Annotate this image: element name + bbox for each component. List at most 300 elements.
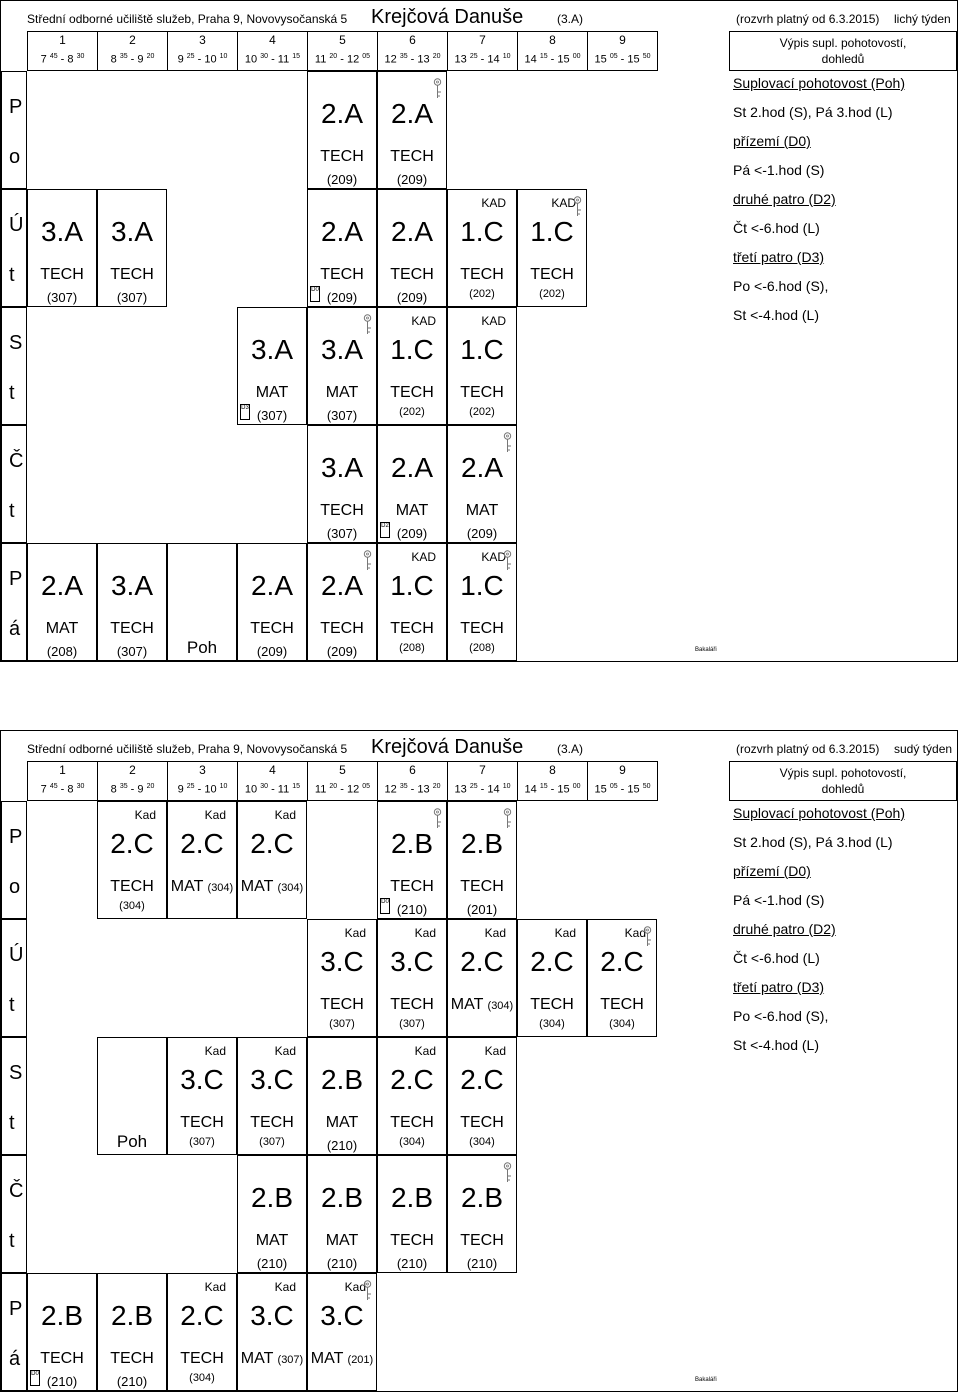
room-number: (307) (326, 526, 358, 541)
day-letter: P (9, 826, 23, 848)
lesson-cell[interactable] (377, 1037, 447, 1155)
subject: TECH (307) (320, 996, 364, 1030)
note-line: Po <-6.hod (S), (733, 278, 829, 294)
group-name: 3.C (250, 1300, 294, 1331)
period-time: 10 $^{30}$ - 11 $^{15}$ (244, 53, 301, 66)
poh-label: Poh (116, 1132, 148, 1151)
group-name: 1.C (460, 334, 504, 365)
sheet-header (1, 731, 957, 761)
room-number: (209) (396, 172, 428, 187)
day-letter: á (9, 618, 21, 640)
lesson-cell[interactable] (237, 801, 307, 919)
sheet-header (1, 1, 957, 31)
period-number: 4 (269, 763, 276, 777)
subject: MAT (304) (170, 878, 234, 895)
subject: TECH (202) (530, 266, 574, 300)
vypis-header: Výpis supl. pohotovostí, dohledů (729, 761, 957, 801)
timetable-sheet-odd (0, 0, 958, 662)
classroom-tag: Kad (414, 1044, 436, 1058)
classroom-tag: KAD (411, 314, 436, 328)
day-letter: Ú (9, 214, 24, 236)
subject: TECH (320, 266, 364, 283)
key-icon (502, 808, 513, 830)
room-number: (209) (326, 644, 358, 659)
period-time: 11 $^{20}$ - 12 $^{05}$ (314, 783, 371, 796)
floor-tag: D0 (380, 898, 390, 914)
group-name: 3.C (320, 946, 364, 977)
period-time: 12 $^{35}$ - 13 $^{20}$ (384, 53, 441, 66)
period-number: 1 (59, 33, 66, 47)
subject: TECH (304) (110, 878, 154, 912)
header-class: (3.A) (557, 742, 584, 756)
header-teacher: Krejčová Danuše (371, 6, 524, 28)
period-number: 6 (409, 33, 416, 47)
lesson-cell[interactable] (377, 425, 447, 543)
group-name: 2.A (390, 452, 434, 483)
day-letter: á (9, 1348, 21, 1370)
group-name: 3.A (320, 452, 364, 483)
group-name: 2.A (40, 570, 84, 601)
bakalari-label: Bakaláři (695, 647, 717, 653)
day-letter: P (9, 568, 23, 590)
note-line: Čt <-6.hod (L) (733, 220, 820, 236)
period-time: 10 $^{30}$ - 11 $^{15}$ (244, 783, 301, 796)
classroom-tag: Kad (274, 808, 296, 822)
lesson-cell[interactable] (237, 1273, 307, 1391)
group-name: 3.C (320, 1300, 364, 1331)
group-name: 2.B (250, 1182, 294, 1213)
period-time: 7 $^{45}$ - 8 $^{30}$ (40, 53, 85, 66)
note-line: přízemí (D0) (733, 133, 811, 149)
day-letter: P (9, 96, 23, 118)
period-header-7 (447, 31, 518, 71)
lesson-cell[interactable] (307, 543, 377, 661)
floor-tag: D2 (380, 522, 390, 538)
day-letter: Č (9, 450, 24, 472)
lesson-cell[interactable] (447, 1155, 517, 1273)
lesson-cell[interactable] (307, 1155, 377, 1273)
lesson-cell[interactable] (377, 71, 447, 189)
lesson-cell[interactable] (237, 1037, 307, 1155)
day-label-2 (1, 307, 27, 425)
group-name: 2.C (180, 828, 224, 859)
subject: MAT (325, 384, 359, 401)
group-name: 2.C (460, 946, 504, 977)
room-number: (210) (326, 1256, 358, 1271)
lesson-cell[interactable] (447, 919, 517, 1037)
group-name: 2.B (110, 1300, 154, 1331)
period-time: 8 $^{35}$ - 9 $^{20}$ (110, 783, 155, 796)
classroom-tag: Kad (134, 808, 156, 822)
classroom-tag: Kad (204, 808, 226, 822)
key-icon (362, 1280, 373, 1302)
period-number: 9 (619, 763, 626, 777)
subject: MAT (307) (240, 1350, 304, 1367)
lesson-cell[interactable] (307, 71, 377, 189)
subject: TECH (110, 1350, 154, 1367)
subject: TECH (390, 266, 434, 283)
subject: MAT (255, 384, 289, 401)
period-header-3 (167, 761, 238, 801)
note-line: St 2.hod (S), Pá 3.hod (L) (733, 104, 893, 120)
subject: TECH (307) (180, 1114, 224, 1148)
group-name: 3.A (40, 216, 84, 247)
note-line: druhé patro (D2) (733, 191, 836, 207)
group-name: 3.C (390, 946, 434, 977)
period-number: 7 (479, 763, 486, 777)
subject: TECH (40, 1350, 84, 1367)
subject: TECH (307) (390, 996, 434, 1030)
period-number: 3 (199, 33, 206, 47)
group-name: 2.C (250, 828, 294, 859)
group-name: 2.A (460, 452, 504, 483)
classroom-tag: KAD (481, 314, 506, 328)
subject: TECH (460, 1232, 504, 1249)
lesson-cell[interactable] (377, 543, 447, 661)
subject: MAT (45, 620, 79, 637)
lesson-cell[interactable] (237, 543, 307, 661)
key-icon (502, 1162, 513, 1184)
subject: TECH (202) (390, 384, 434, 418)
group-name: 2.C (390, 1064, 434, 1095)
note-line: St 2.hod (S), Pá 3.hod (L) (733, 834, 893, 850)
day-letter: o (9, 146, 21, 168)
subject: TECH (460, 878, 504, 895)
subject: MAT (395, 502, 429, 519)
lesson-cell[interactable] (447, 801, 517, 919)
day-letter: t (9, 264, 15, 286)
period-time: 8 $^{35}$ - 9 $^{20}$ (110, 53, 155, 66)
lesson-cell[interactable] (307, 919, 377, 1037)
period-header-1 (27, 31, 98, 71)
day-label-4 (1, 1273, 27, 1391)
group-name: 2.C (180, 1300, 224, 1331)
period-header-6 (377, 761, 448, 801)
day-letter: t (9, 1112, 15, 1134)
period-number: 2 (129, 33, 136, 47)
classroom-tag: Kad (274, 1044, 296, 1058)
poh-label: Poh (186, 638, 218, 657)
period-header-4 (237, 761, 308, 801)
subject: TECH (390, 148, 434, 165)
room-number: (209) (396, 526, 428, 541)
period-time: 14 $^{15}$ - 15 $^{00}$ (524, 783, 581, 796)
period-header-2 (97, 31, 168, 71)
group-name: 3.A (110, 570, 154, 601)
subject: TECH (307) (250, 1114, 294, 1148)
lesson-cell[interactable] (97, 543, 167, 661)
subject: TECH (202) (460, 266, 504, 300)
room-number: (210) (116, 1374, 148, 1389)
room-number: (209) (466, 526, 498, 541)
room-number: (307) (46, 290, 78, 305)
period-time: 15 $^{05}$ - 15 $^{50}$ (594, 53, 651, 66)
subject: TECH (320, 502, 364, 519)
day-label-1 (1, 919, 27, 1037)
classroom-tag: KAD (481, 196, 506, 210)
lesson-cell[interactable] (447, 189, 517, 307)
period-header-8 (517, 31, 588, 71)
room-number: (208) (46, 644, 78, 659)
lesson-cell[interactable] (447, 543, 517, 661)
key-icon (642, 926, 653, 948)
vypis-header: Výpis supl. pohotovostí, dohledů (729, 31, 957, 71)
subject: TECH (40, 266, 84, 283)
day-label-3 (1, 425, 27, 543)
header-valid: (rozvrh platný od 6.3.2015) (736, 742, 880, 756)
room-number: (209) (326, 290, 358, 305)
header-teacher: Krejčová Danuše (371, 736, 524, 758)
group-name: 2.A (250, 570, 294, 601)
subject: TECH (208) (390, 620, 434, 654)
room-number: (210) (256, 1256, 288, 1271)
group-name: 2.B (320, 1064, 364, 1095)
group-name: 3.A (320, 334, 364, 365)
note-line: Po <-6.hod (S), (733, 1008, 829, 1024)
group-name: 2.B (390, 828, 434, 859)
period-number: 9 (619, 33, 626, 47)
lesson-cell[interactable] (377, 189, 447, 307)
period-header-1 (27, 761, 98, 801)
subject: MAT (465, 502, 499, 519)
lesson-cell[interactable] (517, 919, 587, 1037)
period-number: 5 (339, 33, 346, 47)
note-line: St <-4.hod (L) (733, 1037, 819, 1053)
floor-tag: D0 (30, 1370, 40, 1386)
lesson-cell[interactable] (587, 919, 657, 1037)
lesson-cell[interactable] (237, 307, 307, 425)
period-number: 4 (269, 33, 276, 47)
classroom-tag: Kad (344, 1280, 366, 1294)
note-line: přízemí (D0) (733, 863, 811, 879)
period-time: 15 $^{05}$ - 15 $^{50}$ (594, 783, 651, 796)
floor-tag: D0 (310, 286, 320, 302)
lesson-cell[interactable] (307, 189, 377, 307)
group-name: 1.C (390, 570, 434, 601)
period-time: 13 $^{25}$ - 14 $^{10}$ (454, 783, 511, 796)
period-number: 8 (549, 763, 556, 777)
period-time: 12 $^{35}$ - 13 $^{20}$ (384, 783, 441, 796)
day-letter: S (9, 1062, 23, 1084)
lesson-cell[interactable] (377, 919, 447, 1037)
period-header-3 (167, 31, 238, 71)
note-line: Pá <-1.hod (S) (733, 892, 825, 908)
lesson-cell[interactable] (27, 543, 97, 661)
day-label-3 (1, 1155, 27, 1273)
classroom-tag: KAD (551, 196, 576, 210)
subject: TECH (390, 878, 434, 895)
lesson-cell[interactable] (377, 1155, 447, 1273)
period-header-7 (447, 761, 518, 801)
day-letter: Ú (9, 944, 24, 966)
subject: TECH (202) (460, 384, 504, 418)
day-label-2 (1, 1037, 27, 1155)
group-name: 1.C (530, 216, 574, 247)
group-name: 2.C (460, 1064, 504, 1095)
lesson-cell[interactable] (97, 189, 167, 307)
lesson-cell[interactable] (97, 1273, 167, 1391)
subject: MAT (255, 1232, 289, 1249)
period-number: 7 (479, 33, 486, 47)
header-valid: (rozvrh platný od 6.3.2015) (736, 12, 880, 26)
classroom-tag: Kad (204, 1044, 226, 1058)
day-letter: t (9, 994, 15, 1016)
period-header-9 (587, 761, 658, 801)
classroom-tag: KAD (481, 550, 506, 564)
room-number: (210) (396, 902, 428, 917)
group-name: 2.A (390, 216, 434, 247)
period-time: 9 $^{25}$ - 10 $^{10}$ (177, 53, 228, 66)
lesson-cell[interactable] (307, 425, 377, 543)
subject: TECH (250, 620, 294, 637)
subject: TECH (304) (600, 996, 644, 1030)
lesson-cell[interactable] (307, 307, 377, 425)
group-name: 2.C (600, 946, 644, 977)
group-name: 2.A (390, 98, 434, 129)
note-line: St <-4.hod (L) (733, 307, 819, 323)
subject: MAT (304) (450, 996, 514, 1013)
group-name: 2.B (320, 1182, 364, 1213)
room-number: (201) (466, 902, 498, 917)
note-line: Pá <-1.hod (S) (733, 162, 825, 178)
header-school: Střední odborné učiliště služeb, Praha 9, Novovysočanská 5 (27, 742, 348, 756)
day-letter: t (9, 500, 15, 522)
lesson-cell[interactable] (97, 801, 167, 919)
classroom-tag: Kad (484, 1044, 506, 1058)
period-header-6 (377, 31, 448, 71)
group-name: 2.A (320, 98, 364, 129)
group-name: 1.C (390, 334, 434, 365)
header-school: Střední odborné učiliště služeb, Praha 9, Novovysočanská 5 (27, 12, 348, 26)
period-number: 5 (339, 763, 346, 777)
room-number: (210) (46, 1374, 78, 1389)
key-icon (502, 550, 513, 572)
day-label-4 (1, 543, 27, 661)
lesson-cell[interactable] (237, 1155, 307, 1273)
subject: MAT (304) (240, 878, 304, 895)
lesson-cell[interactable] (377, 801, 447, 919)
day-letter: o (9, 876, 21, 898)
classroom-tag: KAD (411, 550, 436, 564)
classroom-tag: Kad (204, 1280, 226, 1294)
period-time: 13 $^{25}$ - 14 $^{10}$ (454, 53, 511, 66)
lesson-cell[interactable] (167, 543, 237, 661)
classroom-tag: Kad (344, 926, 366, 940)
room-number: (209) (396, 290, 428, 305)
period-time: 11 $^{20}$ - 12 $^{05}$ (314, 53, 371, 66)
header-week: lichý týden (894, 12, 951, 26)
header-class: (3.A) (557, 12, 584, 26)
lesson-cell[interactable] (27, 189, 97, 307)
lesson-cell[interactable] (27, 1273, 97, 1391)
subject: MAT (325, 1232, 359, 1249)
group-name: 1.C (460, 570, 504, 601)
group-name: 2.C (530, 946, 574, 977)
day-label-1 (1, 189, 27, 307)
room-number: (307) (116, 290, 148, 305)
bakalari-label: Bakaláři (695, 1377, 717, 1383)
lesson-cell[interactable] (167, 1273, 237, 1391)
subject: TECH (320, 620, 364, 637)
room-number: (307) (326, 408, 358, 423)
group-name: 3.C (250, 1064, 294, 1095)
room-number: (210) (326, 1138, 358, 1153)
subject: TECH (304) (390, 1114, 434, 1148)
lesson-cell[interactable] (307, 1273, 377, 1391)
period-time: 9 $^{25}$ - 10 $^{10}$ (177, 783, 228, 796)
group-name: 2.C (110, 828, 154, 859)
lesson-cell[interactable] (377, 307, 447, 425)
floor-tag: D3 (240, 404, 250, 420)
key-icon (362, 314, 373, 336)
lesson-cell[interactable] (307, 1037, 377, 1155)
period-number: 8 (549, 33, 556, 47)
lesson-cell[interactable] (447, 1037, 517, 1155)
room-number: (307) (116, 644, 148, 659)
period-header-4 (237, 31, 308, 71)
day-letter: t (9, 1230, 15, 1252)
group-name: 3.A (250, 334, 294, 365)
subject: TECH (390, 1232, 434, 1249)
key-icon (432, 78, 443, 100)
group-name: 2.B (460, 1182, 504, 1213)
group-name: 1.C (460, 216, 504, 247)
room-number: (209) (326, 172, 358, 187)
group-name: 2.B (390, 1182, 434, 1213)
period-number: 1 (59, 763, 66, 777)
note-line: Suplovací pohotovost (Poh) (733, 805, 905, 821)
period-header-9 (587, 31, 658, 71)
period-header-8 (517, 761, 588, 801)
period-header-2 (97, 761, 168, 801)
room-number: (307) (256, 408, 288, 423)
room-number: (210) (466, 1256, 498, 1271)
period-number: 6 (409, 763, 416, 777)
classroom-tag: Kad (414, 926, 436, 940)
day-letter: t (9, 382, 15, 404)
note-line: třetí patro (D3) (733, 249, 825, 265)
day-letter: S (9, 332, 23, 354)
lesson-cell[interactable] (167, 1037, 237, 1155)
period-header-5 (307, 31, 378, 71)
classroom-tag: Kad (554, 926, 576, 940)
classroom-tag: Kad (274, 1280, 296, 1294)
group-name: 2.B (460, 828, 504, 859)
period-time: 14 $^{15}$ - 15 $^{00}$ (524, 53, 581, 66)
subject: TECH (304) (530, 996, 574, 1030)
subject: TECH (208) (460, 620, 504, 654)
group-name: 3.A (110, 216, 154, 247)
lesson-cell[interactable] (97, 1037, 167, 1155)
subject: TECH (304) (180, 1350, 224, 1384)
note-line: druhé patro (D2) (733, 921, 836, 937)
note-line: Suplovací pohotovost (Poh) (733, 75, 905, 91)
subject: MAT (201) (310, 1350, 374, 1367)
group-name: 3.C (180, 1064, 224, 1095)
key-icon (362, 550, 373, 572)
lesson-cell[interactable] (447, 307, 517, 425)
lesson-cell[interactable] (167, 801, 237, 919)
timetable-sheet-even (0, 730, 958, 1392)
room-number: (209) (256, 644, 288, 659)
lesson-cell[interactable] (517, 189, 587, 307)
group-name: 2.A (320, 570, 364, 601)
subject: MAT (325, 1114, 359, 1131)
period-number: 2 (129, 763, 136, 777)
classroom-tag: Kad (484, 926, 506, 940)
lesson-cell[interactable] (447, 425, 517, 543)
subject: TECH (304) (460, 1114, 504, 1148)
